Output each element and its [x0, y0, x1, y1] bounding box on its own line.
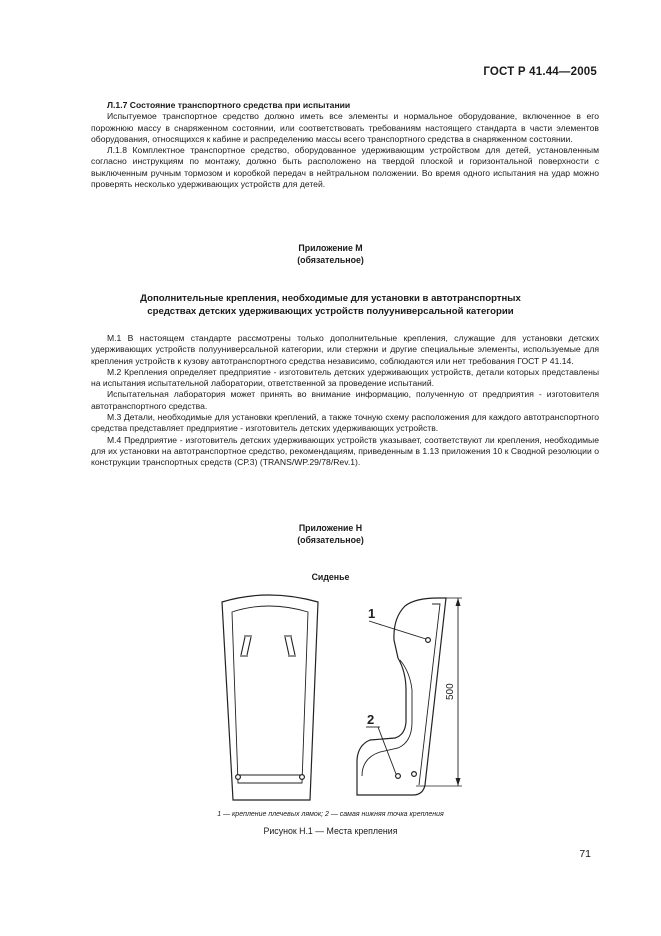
page-number: 71	[579, 848, 591, 860]
figure-legend: 1 — крепление плечевых лямок; 2 — самая нижняя точка крепления	[217, 811, 444, 818]
appendix-m-heading-line-2: средствах детских удерживающих устройств полууниверсальной категории	[147, 306, 514, 317]
section-l18-paragraph: Л.1.8 Комплектное транспортное средство, оборудованное удерживающим устройством для детей, установленным согласно инструкциям по монтажу, должно быть расположено на твердой плоской и горизонтальной поверхности с выключенным ручным тормозом и коробкой передач в нейтральном положении. Во время одного испытания на удар можно проверять несколько удерживающих устройств для детей.	[91, 145, 599, 190]
seat-side-view	[357, 598, 446, 795]
appendix-m-title: Приложение М	[298, 243, 363, 253]
section-l17-heading: Л.1.7 Состояние транспортного средства при испытании	[107, 100, 351, 110]
paragraph-m2b: Испытательная лаборатория может принять во внимание информацию, полученную от предприятия - изготовителя автотранспортного средства.	[91, 389, 599, 411]
appendix-m-heading-line-1: Дополнительные крепления, необходимые для установки в автотранспортных	[140, 293, 521, 304]
paragraph-m1: М.1 В настоящем стандарте рассмотрены только дополнительные крепления, служащие для установки детских удерживающих устройств полууниверсальной категории, или стержни и другие специальные элементы, используемые для крепления устройств к кузову автотранспортного средства независимо, соблюдаются или нет требования ГОСТ Р 41.14.	[91, 333, 599, 366]
figure-title: Сиденье	[311, 572, 350, 582]
paragraph-m4: М.4 Предприятие - изготовитель детских удерживающих устройств указывает, соответствуют ли крепления, необходимые для их установки на автотранспортное средство, рекомендациям, приведенным в 1.13 приложения 10 к Сводной резолюции о конструкции транспортных средств (СР.3) (TRANS/WP.29/78/Rev.1).	[91, 434, 599, 468]
figure-caption: Рисунок Н.1 — Места крепления	[263, 826, 398, 836]
appendix-m-status: (обязательное)	[297, 255, 364, 265]
dimension-label: 500	[445, 683, 456, 700]
paragraph-m2: М.2 Крепления определяет предприятие - изготовитель детских удерживающих устройств, детали которых представлены на испытания испытательной лаборатории, ответственной за проведение испытаний.	[91, 366, 599, 389]
paragraph-m3: М.3 Детали, необходимые для установки креплений, а также точную схему расположения для каждого автотранспортного средства представляет предприятие - изготовитель детских удерживающих устройств.	[91, 412, 599, 434]
section-l17-paragraph-1: Испытуемое транспортное средство должно иметь все элементы и нормальное оборудование, включенное в его порожнюю массу в снаряженном состоянии, или соответствовать требованиям настоящего стандарта в части элементов оборудования, относящихся к кабине и распределению массы всего транспортного средства в снаряженном состоянии.	[91, 111, 599, 144]
standard-number: ГОСТ Р 41.44—2005	[483, 66, 597, 78]
seat-front-view	[222, 595, 318, 800]
appendix-n-title: Приложение Н	[298, 523, 363, 533]
figure-label-2: 2	[367, 712, 375, 727]
appendix-n-status: (обязательное)	[297, 535, 364, 545]
figure-label-1: 1	[368, 606, 376, 621]
